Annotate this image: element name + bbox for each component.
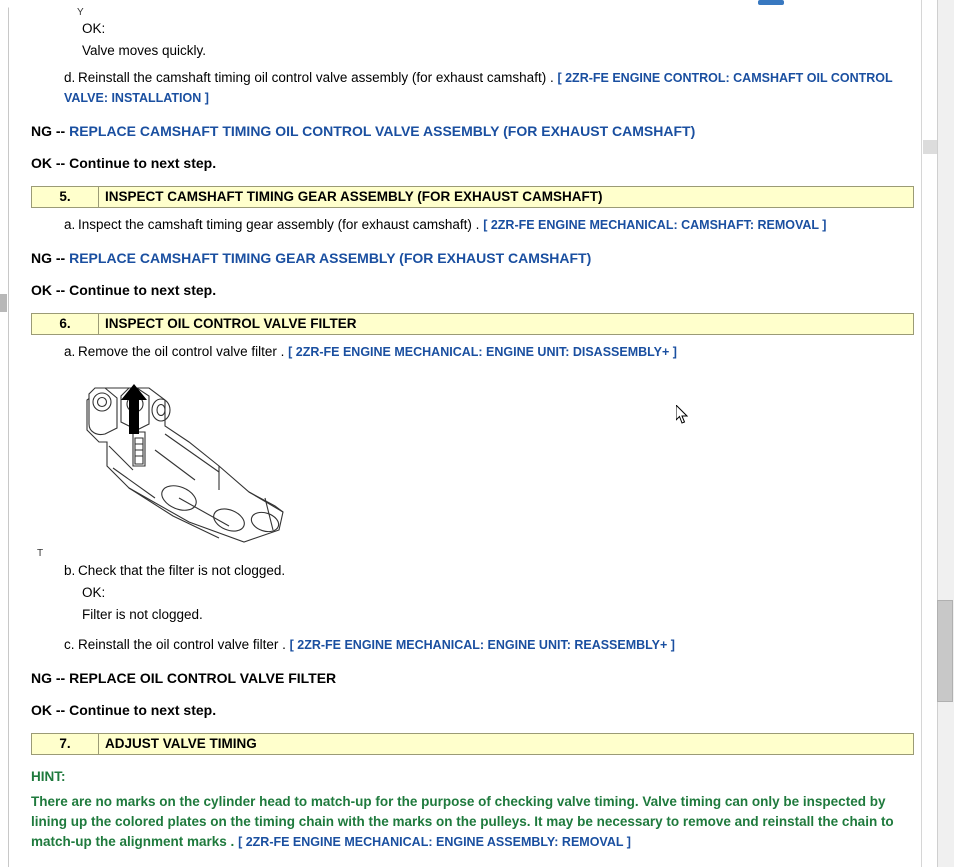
reference-link-engine-assembly-removal[interactable]: [ 2ZR-FE ENGINE MECHANICAL: ENGINE ASSEMBLY: REMOVAL ] bbox=[238, 835, 631, 849]
verdict-ng-1-label: NG -- bbox=[31, 123, 66, 139]
step-5-number: 5. bbox=[32, 187, 99, 207]
ok-label-top: OK: bbox=[82, 21, 106, 36]
hint-body bbox=[31, 792, 911, 852]
substep-d bbox=[64, 68, 919, 108]
inner-scrollbar-track[interactable] bbox=[921, 0, 938, 867]
step-header-5 bbox=[31, 186, 914, 208]
step-6-substep-b-text: Check that the filter is not clogged. bbox=[78, 563, 286, 578]
verdict-ng-1 bbox=[31, 122, 929, 140]
step-7-title: ADJUST VALVE TIMING bbox=[105, 736, 257, 751]
inner-scrollbar-up-button[interactable] bbox=[923, 140, 937, 154]
hint-text: There are no marks on the cylinder head to match-up for the purpose of checking valve timing. Valve timing can only be inspected by lining up the colored plates on the timing chain with the marks on the pulleys. It may be necessary to remove and reinstall the chain to match-up the alignment marks . bbox=[31, 794, 894, 849]
ok-value-top: Valve moves quickly. bbox=[82, 43, 207, 58]
verdict-ok-3 bbox=[31, 701, 929, 719]
verdict-ng-2-label: NG -- bbox=[31, 250, 66, 266]
top-accent-marker bbox=[758, 0, 784, 5]
page-scrollbar-track[interactable] bbox=[937, 0, 954, 867]
left-edge-strip bbox=[0, 0, 9, 867]
step-6-substep-c-marker: c. bbox=[64, 637, 75, 652]
verdict-ng-3 bbox=[31, 669, 929, 687]
step-6-substep-a-marker: a. bbox=[64, 344, 76, 359]
reference-link-camshaft-removal[interactable]: [ 2ZR-FE ENGINE MECHANICAL: CAMSHAFT: REMOVAL ] bbox=[483, 218, 827, 232]
verdict-ng-2-link[interactable]: REPLACE CAMSHAFT TIMING GEAR ASSEMBLY (FOR EXHAUST CAMSHAFT) bbox=[69, 250, 592, 266]
step-5-substep-a-marker: a. bbox=[64, 217, 76, 232]
step-6-substep-b bbox=[64, 561, 929, 581]
step-6-number: 6. bbox=[32, 314, 99, 334]
reference-link-engine-unit-disassembly[interactable]: [ 2ZR-FE ENGINE MECHANICAL: ENGINE UNIT: DISASSEMBLY+ ] bbox=[288, 345, 677, 359]
figure-illustration bbox=[69, 380, 309, 555]
figure-callout-y: Y bbox=[77, 7, 84, 18]
verdict-ok-2-label: OK -- bbox=[31, 282, 66, 298]
substep-d-marker: d. bbox=[64, 70, 76, 85]
step-6-substep-a-text: Remove the oil control valve filter . bbox=[78, 344, 285, 359]
reference-link-engine-unit-reassembly[interactable]: [ 2ZR-FE ENGINE MECHANICAL: ENGINE UNIT: REASSEMBLY+ ] bbox=[289, 638, 675, 652]
step-6-ok-value: Filter is not clogged. bbox=[82, 607, 203, 622]
step-6-ok-label: OK: bbox=[82, 585, 106, 600]
hint-label: HINT: bbox=[31, 769, 66, 784]
verdict-ok-1 bbox=[31, 154, 929, 172]
verdict-ok-3-text: Continue to next step. bbox=[69, 702, 217, 718]
substep-d-text: Reinstall the camshaft timing oil control valve assembly (for exhaust camshaft) . bbox=[78, 70, 554, 85]
step-5-title: INSPECT CAMSHAFT TIMING GEAR ASSEMBLY (FOR EXHAUST CAMSHAFT) bbox=[105, 189, 603, 204]
verdict-ok-1-text: Continue to next step. bbox=[69, 155, 217, 171]
reference-link-camshaft-oil-control-valve-installation[interactable]: [ 2ZR-FE ENGINE CONTROL: CAMSHAFT OIL CONTROL VALVE: INSTALLATION ] bbox=[64, 71, 893, 105]
verdict-ok-3-label: OK -- bbox=[31, 702, 66, 718]
verdict-ok-1-label: OK -- bbox=[31, 155, 66, 171]
verdict-ng-2 bbox=[31, 249, 929, 267]
step-6-substep-c-text: Reinstall the oil control valve filter . bbox=[78, 637, 286, 652]
figure-callout-t: T bbox=[37, 548, 44, 559]
step-7-number: 7. bbox=[32, 734, 99, 754]
step-header-7 bbox=[31, 733, 914, 755]
verdict-ok-2-text: Continue to next step. bbox=[69, 282, 217, 298]
verdict-ng-3-text: REPLACE OIL CONTROL VALVE FILTER bbox=[69, 670, 337, 686]
figure-oil-control-valve-filter bbox=[37, 380, 309, 559]
document-content bbox=[9, 7, 929, 867]
step-5-substep-a-text: Inspect the camshaft timing gear assembly (for exhaust camshaft) . bbox=[78, 217, 480, 232]
verdict-ng-1-link[interactable]: REPLACE CAMSHAFT TIMING OIL CONTROL VALVE ASSEMBLY (FOR EXHAUST CAMSHAFT) bbox=[69, 123, 696, 139]
left-edge-handle[interactable] bbox=[0, 294, 7, 312]
step-header-6 bbox=[31, 313, 914, 335]
verdict-ok-2 bbox=[31, 281, 929, 299]
step-6-substep-c bbox=[64, 635, 929, 655]
step-6-substep-a bbox=[64, 342, 929, 362]
step-5-substep-a bbox=[64, 215, 929, 235]
step-6-title: INSPECT OIL CONTROL VALVE FILTER bbox=[105, 316, 357, 331]
page-scrollbar-thumb[interactable] bbox=[937, 600, 953, 702]
verdict-ng-3-label: NG -- bbox=[31, 670, 66, 686]
step-6-substep-b-marker: b. bbox=[64, 563, 76, 578]
